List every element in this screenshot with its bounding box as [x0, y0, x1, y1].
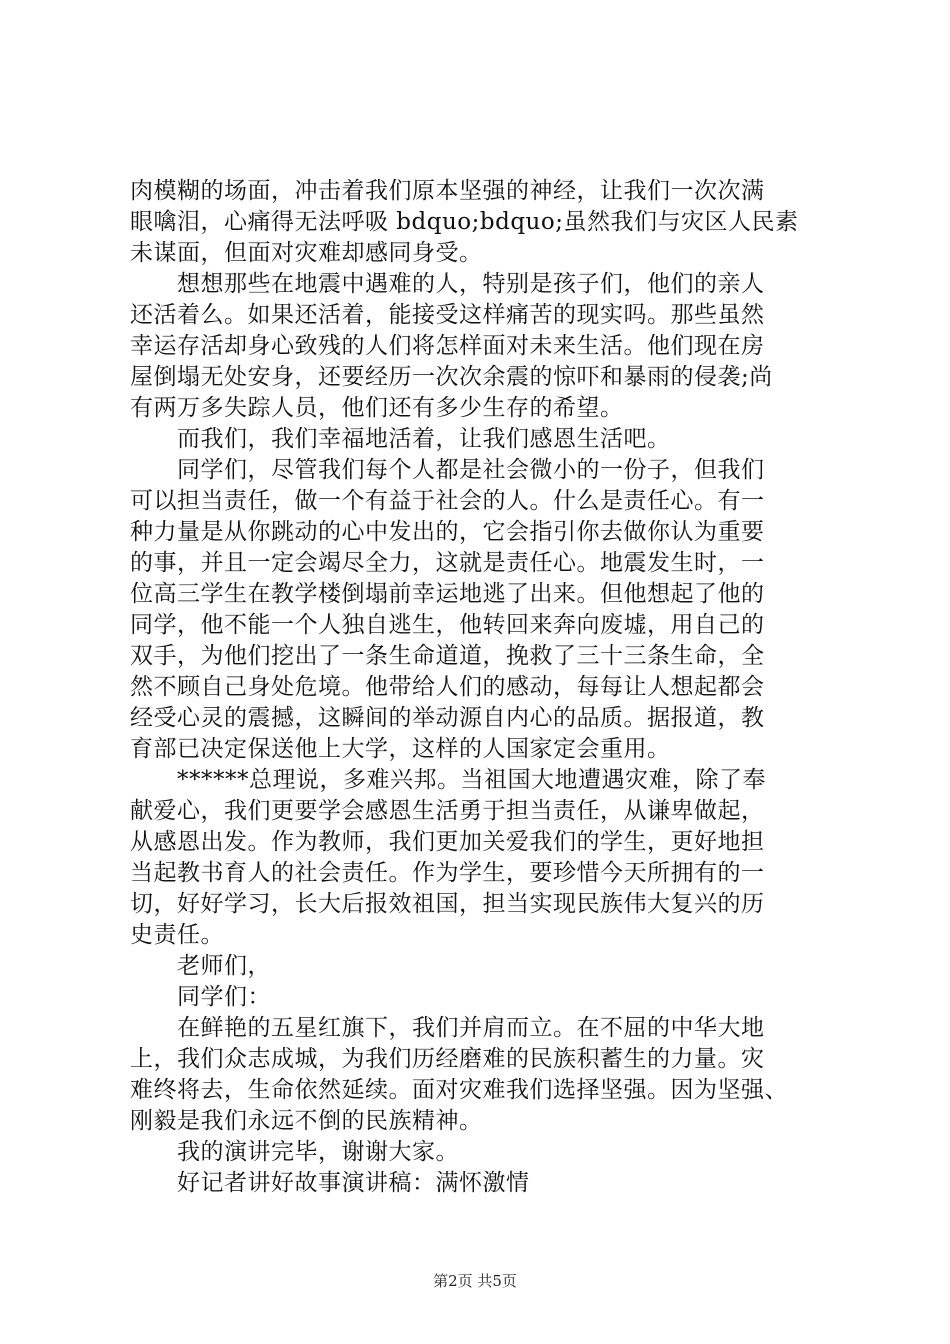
text-line: 未谋面，但面对灾难却感同身受。 [130, 240, 483, 266]
text-line: 同学们： [130, 984, 271, 1010]
text-line: 有两万多失踪人员，他们还有多少生存的希望。 [130, 395, 624, 421]
text-line: 肉模糊的场面，冲击着我们原本坚强的神经，让我们一次次满 [130, 178, 765, 204]
text-line: ******总理说，多难兴邦。当祖国大地遭遇灾难，除了奉 [130, 767, 766, 793]
text-line: 想想那些在地震中遇难的人，特别是孩子们，他们的亲人 [130, 271, 765, 297]
text-line: 双手，为他们挖出了一条生命道道，挽救了三十三条生命，全 [130, 643, 765, 669]
text-line: 育部已决定保送他上大学，这样的人国家定会重用。 [130, 736, 671, 762]
text-line: 当起教书育人的社会责任。作为学生，要珍惜今天所拥有的一 [130, 860, 765, 886]
text-line: 史责任。 [130, 922, 224, 948]
page-number-footer: 第2页 共5页 [433, 1272, 517, 1290]
text-line: 经受心灵的震撼，这瞬间的举动源自内心的品质。据报道，教 [130, 705, 765, 731]
text-line: 然不顾自己身处危境。他带给人们的感动，每每让人想起都会 [130, 674, 765, 700]
document-body [130, 176, 830, 1199]
text-line: 位高三学生在教学楼倒塌前幸运地逃了出来。但他想起了他的 [130, 581, 765, 607]
text-line: 的事，并且一定会竭尽全力，这就是责任心。地震发生时，一 [130, 550, 765, 576]
text-line: 而我们，我们幸福地活着，让我们感恩生活吧。 [130, 426, 671, 452]
text-line: 我的演讲完毕，谢谢大家。 [130, 1139, 459, 1165]
text-line: 可以担当责任，做一个有益于社会的人。什么是责任心。有一 [130, 488, 765, 514]
text-line: 好记者讲好故事演讲稿：满怀激情 [130, 1170, 530, 1196]
text-line: 种力量是从你跳动的心中发出的，它会指引你去做你认为重要 [130, 519, 765, 545]
text-line: 屋倒塌无处安身，还要经历一次次余震的惊吓和暴雨的侵袭;尚 [130, 364, 773, 390]
text-line: 同学，他不能一个人独自逃生，他转回来奔向废墟，用自己的 [130, 612, 765, 638]
text-line: 老师们， [130, 953, 271, 979]
text-line: 从感恩出发。作为教师，我们更加关爱我们的学生，更好地担 [130, 829, 765, 855]
text-line: 幸运存活却身心致残的人们将怎样面对未来生活。他们现在房 [130, 333, 765, 359]
text-line: 上，我们众志成城，为我们历经磨难的民族积蓄生的力量。灾 [130, 1046, 765, 1072]
text-line: 还活着么。如果还活着，能接受这样痛苦的现实吗。那些虽然 [130, 302, 765, 328]
text-line: 同学们，尽管我们每个人都是社会微小的一份子，但我们 [130, 457, 765, 483]
text-line: 献爱心，我们更要学会感恩生活勇于担当责任，从谦卑做起， [130, 798, 765, 824]
text-line: 在鲜艳的五星红旗下，我们并肩而立。在不屈的中华大地 [130, 1015, 765, 1041]
text-line: 刚毅是我们永远不倒的民族精神。 [130, 1108, 483, 1134]
text-line: 眼噙泪，心痛得无法呼吸 bdquo;bdquo;虽然我们与灾区人民素 [130, 209, 799, 235]
text-line: 切，好好学习，长大后报效祖国，担当实现民族伟大复兴的历 [130, 891, 765, 917]
text-line: 难终将去，生命依然延续。面对灾难我们选择坚强。因为坚强、 [130, 1077, 788, 1103]
